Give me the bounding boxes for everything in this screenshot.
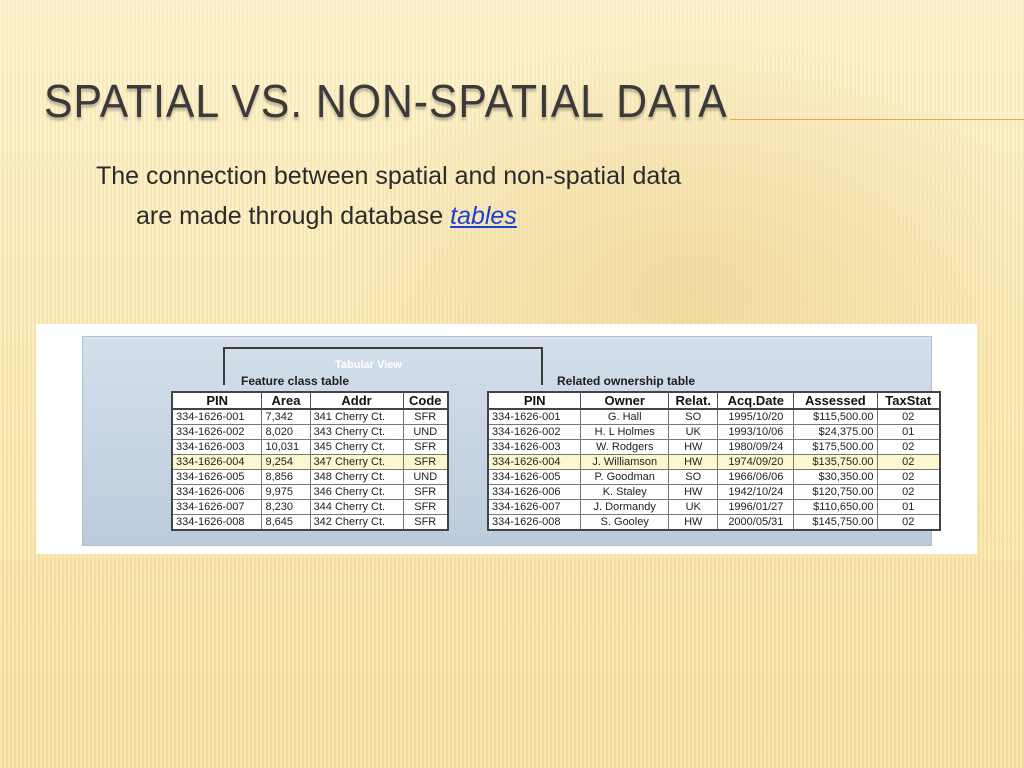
table-cell: 01 xyxy=(877,425,940,440)
table-cell: 342 Cherry Ct. xyxy=(310,515,403,531)
table-row xyxy=(488,500,940,515)
table-cell: 1974/09/20 xyxy=(718,455,794,470)
body-line-2 xyxy=(96,196,896,236)
column-header: PIN xyxy=(172,392,262,409)
table-row xyxy=(172,425,448,440)
table-cell: 8,020 xyxy=(262,425,310,440)
table-cell: $145,750.00 xyxy=(794,515,877,531)
table-cell: 334-1626-005 xyxy=(172,470,262,485)
column-header: Owner xyxy=(581,392,669,409)
column-header: PIN xyxy=(488,392,581,409)
table-cell: 334-1626-004 xyxy=(488,455,581,470)
column-header: Area xyxy=(262,392,310,409)
figure-background xyxy=(82,336,932,546)
tables-link[interactable]: tables xyxy=(450,202,517,230)
ownership-table-caption: Related ownership table xyxy=(557,374,696,388)
table-row xyxy=(488,440,940,455)
table-cell: SFR xyxy=(403,515,448,531)
table-cell: 1980/09/24 xyxy=(718,440,794,455)
table-row xyxy=(172,455,448,470)
table-cell: 2000/05/31 xyxy=(718,515,794,531)
table-cell: W. Rodgers xyxy=(581,440,669,455)
table-row xyxy=(488,409,940,425)
table-cell: 344 Cherry Ct. xyxy=(310,500,403,515)
table-cell: 334-1626-003 xyxy=(172,440,262,455)
feature-table-caption: Feature class table xyxy=(241,374,350,388)
table-cell: 8,645 xyxy=(262,515,310,531)
table-cell: 9,975 xyxy=(262,485,310,500)
table-cell: 334-1626-007 xyxy=(172,500,262,515)
table-cell: G. Hall xyxy=(581,409,669,425)
table-cell: $30,350.00 xyxy=(794,470,877,485)
table-cell: SFR xyxy=(403,500,448,515)
table-cell: 1996/01/27 xyxy=(718,500,794,515)
table-cell: 334-1626-001 xyxy=(488,409,581,425)
table-cell: 1966/06/06 xyxy=(718,470,794,485)
table-cell: HW xyxy=(669,455,718,470)
column-header: Addr xyxy=(310,392,403,409)
table-cell: 334-1626-007 xyxy=(488,500,581,515)
table-cell: SO xyxy=(669,409,718,425)
table-cell: 334-1626-005 xyxy=(488,470,581,485)
body-line-1: The connection between spatial and non-spatial data xyxy=(96,162,682,190)
slide-body xyxy=(96,156,896,236)
table-row xyxy=(488,455,940,470)
table-cell: 343 Cherry Ct. xyxy=(310,425,403,440)
table-cell: 02 xyxy=(877,409,940,425)
table-cell: 334-1626-002 xyxy=(488,425,581,440)
table-cell: J. Williamson xyxy=(581,455,669,470)
table-cell: 02 xyxy=(877,455,940,470)
table-cell: $110,650.00 xyxy=(794,500,877,515)
table-cell: 10,031 xyxy=(262,440,310,455)
table-cell: 334-1626-008 xyxy=(488,515,581,531)
table-cell: 02 xyxy=(877,515,940,531)
table-cell: UK xyxy=(669,500,718,515)
table-row xyxy=(488,470,940,485)
column-header: Code xyxy=(403,392,448,409)
table-cell: 02 xyxy=(877,470,940,485)
table-cell: $135,750.00 xyxy=(794,455,877,470)
table-cell: $24,375.00 xyxy=(794,425,877,440)
ownership-table xyxy=(487,391,941,531)
table-cell: 334-1626-004 xyxy=(172,455,262,470)
column-header: Relat. xyxy=(669,392,718,409)
table-cell: H. L Holmes xyxy=(581,425,669,440)
table-row xyxy=(172,485,448,500)
table-cell: $115,500.00 xyxy=(794,409,877,425)
table-cell: 334-1626-006 xyxy=(172,485,262,500)
table-cell: $120,750.00 xyxy=(794,485,877,500)
table-cell: SO xyxy=(669,470,718,485)
table-cell: 02 xyxy=(877,485,940,500)
table-cell: J. Dormandy xyxy=(581,500,669,515)
tabular-view-figure xyxy=(36,324,977,554)
table-row xyxy=(488,485,940,500)
table-cell: 1942/10/24 xyxy=(718,485,794,500)
table-cell: SFR xyxy=(403,485,448,500)
table-cell: 01 xyxy=(877,500,940,515)
table-cell: 9,254 xyxy=(262,455,310,470)
table-cell: $175,500.00 xyxy=(794,440,877,455)
table-cell: 345 Cherry Ct. xyxy=(310,440,403,455)
table-row xyxy=(172,500,448,515)
table-cell: 02 xyxy=(877,440,940,455)
table-cell: 334-1626-003 xyxy=(488,440,581,455)
table-cell: 1993/10/06 xyxy=(718,425,794,440)
column-header: Acq.Date xyxy=(718,392,794,409)
table-cell: UK xyxy=(669,425,718,440)
table-cell: 1995/10/20 xyxy=(718,409,794,425)
table-cell: UND xyxy=(403,470,448,485)
table-cell: 334-1626-002 xyxy=(172,425,262,440)
table-cell: HW xyxy=(669,485,718,500)
table-cell: 7,342 xyxy=(262,409,310,425)
table-row xyxy=(172,470,448,485)
table-cell: P. Goodman xyxy=(581,470,669,485)
table-cell: SFR xyxy=(403,440,448,455)
table-cell: SFR xyxy=(403,409,448,425)
slide-title: SPATIAL VS. NON-SPATIAL DATA xyxy=(44,75,728,127)
table-row xyxy=(172,409,448,425)
table-cell: UND xyxy=(403,425,448,440)
table-row xyxy=(172,440,448,455)
table-row xyxy=(488,425,940,440)
table-cell: 341 Cherry Ct. xyxy=(310,409,403,425)
feature-class-table xyxy=(171,391,449,531)
table-row xyxy=(172,515,448,531)
table-cell: K. Staley xyxy=(581,485,669,500)
table-cell: 8,856 xyxy=(262,470,310,485)
table-row xyxy=(488,515,940,531)
column-header: Assessed xyxy=(794,392,877,409)
table-cell: HW xyxy=(669,440,718,455)
table-cell: SFR xyxy=(403,455,448,470)
column-header: TaxStat xyxy=(877,392,940,409)
table-cell: 346 Cherry Ct. xyxy=(310,485,403,500)
table-cell: 348 Cherry Ct. xyxy=(310,470,403,485)
table-cell: 334-1626-006 xyxy=(488,485,581,500)
title-underline xyxy=(730,119,1024,120)
table-cell: 8,230 xyxy=(262,500,310,515)
table-cell: 334-1626-008 xyxy=(172,515,262,531)
table-cell: S. Gooley xyxy=(581,515,669,531)
table-cell: HW xyxy=(669,515,718,531)
table-cell: 334-1626-001 xyxy=(172,409,262,425)
table-cell: 347 Cherry Ct. xyxy=(310,455,403,470)
body-line-2-text: are made through database xyxy=(136,202,444,230)
tabular-view-label: Tabular View xyxy=(335,359,402,371)
